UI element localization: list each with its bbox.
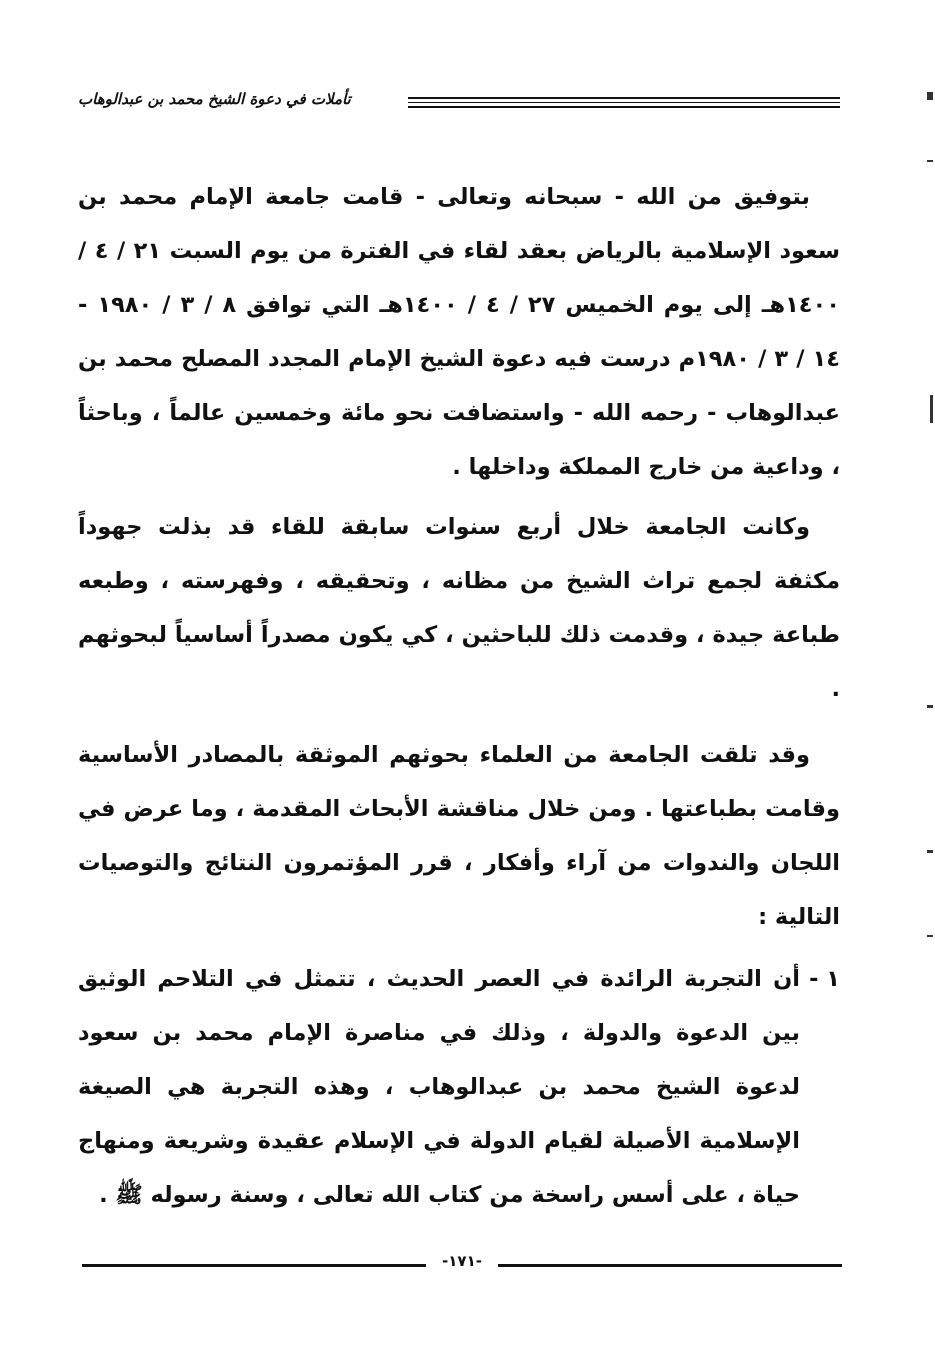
body-text: [78, 170, 840, 1222]
scan-edge-mark: [927, 850, 933, 853]
footer-rule: [82, 1264, 426, 1267]
scan-edge-mark: [927, 705, 933, 708]
running-title: تأملات في دعوة الشيخ محمد بن عبدالوهاب: [78, 88, 359, 110]
page-footer: [82, 1250, 842, 1270]
running-header: [78, 88, 840, 118]
scan-edge-mark: [927, 160, 933, 162]
paragraph-preparation: وكانت الجامعة خلال أربع سنوات سابقة للقاء قد بذلت جهوداً مكثفة لجمع تراث الشيخ من مظانه ، وتحقيقه ، وفهرسته ، وطبعه طباعة جيدة ، وقدمت ذلك للباحثين ، كي يكون مصدراً أساسياً لبحوثهم .: [78, 514, 840, 702]
list-item: [78, 952, 840, 1222]
footer-rule: [498, 1264, 842, 1267]
scan-edge-mark: [930, 395, 933, 423]
list-item-number: ١ -: [809, 966, 840, 992]
scan-edge-mark: [927, 935, 933, 937]
list-item-text: أن التجربة الرائدة في العصر الحديث ، تتمثل في التلاحم الوثيق بين الدعوة والدولة ، وذلك في مناصرة الإمام محمد بن سعود لدعوة الشيخ محمد بن عبدالوهاب ، وهذه التجربة هي الصيغة الإسلامية الأصيلة لقيام الدولة في الإسلام عقيدة وشريعة ومنهاج حياة ، على أسس راسخة من كتاب الله تعالى ، وسنة رسوله ﷺ .: [78, 966, 800, 1208]
header-rule: [408, 106, 840, 108]
page-number: -١٧١-: [442, 1252, 482, 1270]
paragraph-recommendations-intro: وقد تلقت الجامعة من العلماء بحوثهم الموثقة بالمصادر الأساسية وقامت بطباعتها . ومن خلال مناقشة الأبحاث المقدمة ، وما عرض في اللجان والندوات من آراء وأفكار ، قرر المؤتمرون النتائج والتوصيات التالية :: [78, 742, 840, 930]
scan-edge-mark: [927, 92, 933, 100]
header-rule: [408, 97, 840, 99]
paragraph-intro: بتوفيق من الله - سبحانه وتعالى - قامت جامعة الإمام محمد بن سعود الإسلامية بالرياض بعقد لقاء في الفترة من يوم السبت ٢١ / ٤ / ١٤٠٠هـ إلى يوم الخميس ٢٧ / ٤ / ١٤٠٠هـ التي توافق ٨ / ٣ / ١٩٨٠ - ١٤ / ٣ / ١٩٨٠م درست فيه دعوة الشيخ الإمام المجدد المصلح محمد بن عبدالوهاب - رحمه الله - واستضافت نحو مائة وخمسين عالماً ، وباحثاً ، وداعية من خارج المملكة وداخلها .: [78, 184, 840, 480]
header-rule: [408, 102, 840, 103]
